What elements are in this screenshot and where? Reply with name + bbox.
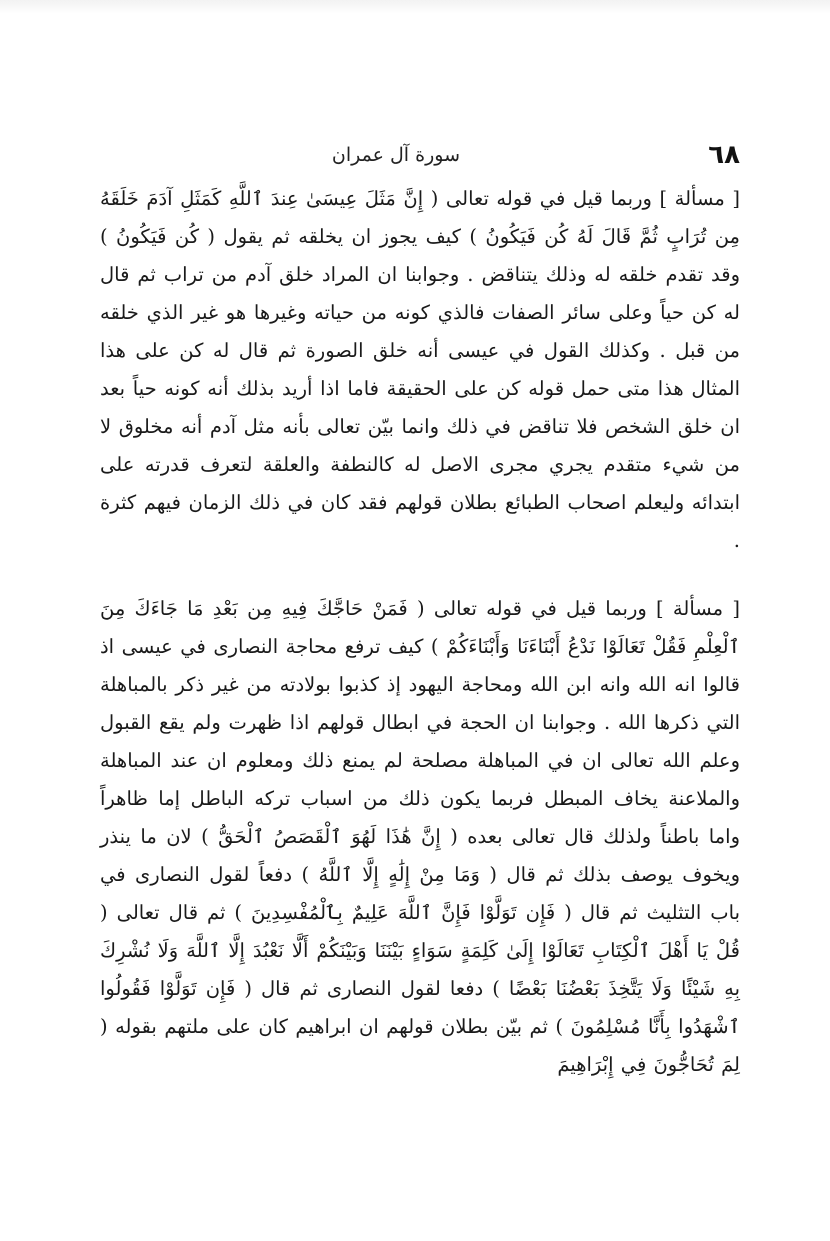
running-head: سورة آل عمران <box>331 144 460 166</box>
page-header <box>100 138 740 172</box>
paragraph-masala-2: [ مسألة ] وربما قيل في قوله تعالى ( فَمَنْ حَاجَّكَ فِيهِ مِن بَعْدِ مَا جَاءَكَ مِنَ ٱلْعِلْمِ فَقُلْ تَعَالَوْا نَدْعُ أَبْنَاءَنَا وَأَبْنَاءَكُمْ ) كيف ترفع محاجة النصارى في عيسى اذ قالوا انه الله وانه ابن الله ومحاجة اليهود إذ كذبوا بولادته من غير ذكر بالمباهلة التي ذكرها الله . وجوابنا ان الحجة في ابطال قولهم اذا ظهرت ولم يقع القبول وعلم الله تعالى ان في المباهلة مصلحة لم يمنع ذلك ومعلوم ان عند المباهلة والملاعنة يخاف المبطل فربما يكون ذلك من اسباب تركه الباطل إما ظاهراً واما باطناً ولذلك قال تعالى بعده ( إِنَّ هَٰذَا لَهُوَ ٱلْقَصَصُ ٱلْحَقُّ ) لان ما ينذر ويخوف يوصف بذلك ثم قال ( وَمَا مِنْ إِلَٰهٍ إِلَّا ٱللَّهُ ) دفعاً لقول النصارى في باب التثليث ثم قال ( فَإِن تَوَلَّوْا فَإِنَّ ٱللَّهَ عَلِيمٌ بِٱلْمُفْسِدِينَ ) ثم قال تعالى ( قُلْ يَا أَهْلَ ٱلْكِتَابِ تَعَالَوْا إِلَىٰ كَلِمَةٍ سَوَاءٍ بَيْنَنَا وَبَيْنَكُمْ أَلَّا نَعْبُدَ إِلَّا ٱللَّهَ وَلَا نُشْرِكَ بِهِ شَيْئًا وَلَا يَتَّخِذَ بَعْضُنَا بَعْضًا ) دفعا لقول النصارى ثم قال ( فَإِن تَوَلَّوْا فَقُولُوا ٱشْهَدُوا بِأَنَّا مُسْلِمُونَ ) ثم بيّن بطلان قولهم ان ابراهيم كان على ملتهم بقوله ( لِمَ تُحَاجُّونَ فِي إِبْرَاهِيمَ <box>100 597 740 1076</box>
scan-edge <box>0 0 830 14</box>
paragraph-masala-1: [ مسألة ] وربما قيل في قوله تعالى ( إِنَّ مَثَلَ عِيسَىٰ عِندَ ٱللَّهِ كَمَثَلِ آدَمَ خَلَقَهُ مِن تُرَابٍ ثُمَّ قَالَ لَهُ كُن فَيَكُونُ ) كيف يجوز ان يخلقه ثم يقول ( كُن فَيَكُونُ ) وقد تقدم خلقه له وذلك يتناقض . وجوابنا ان المراد خلق آدم من تراب ثم قال له كن حياً وعلى سائر الصفات فالذي كونه من حياته وغيرها هو غير الذي خلقه من قبل . وكذلك القول في عيسى أنه خلق الصورة ثم قال له كن على هذا المثال هذا متى حمل قوله كن على الحقيقة فاما اذا أريد بذلك أنه كونه حياً بعد ان خلق الشخص فلا تناقض في ذلك وانما بيّن تعالى بأنه مثل آدم أنه مخلوق لا من شيء متقدم يجري مجرى الاصل له كالنطفة والعلقة لتعرف قدرته على ابتدائه وليعلم اصحاب الطبائع بطلان قولهم فقد كان في ذلك الزمان فيهم كثرة . <box>100 187 740 552</box>
body-text <box>100 180 740 1084</box>
page-number: ٦٨ <box>708 140 740 170</box>
